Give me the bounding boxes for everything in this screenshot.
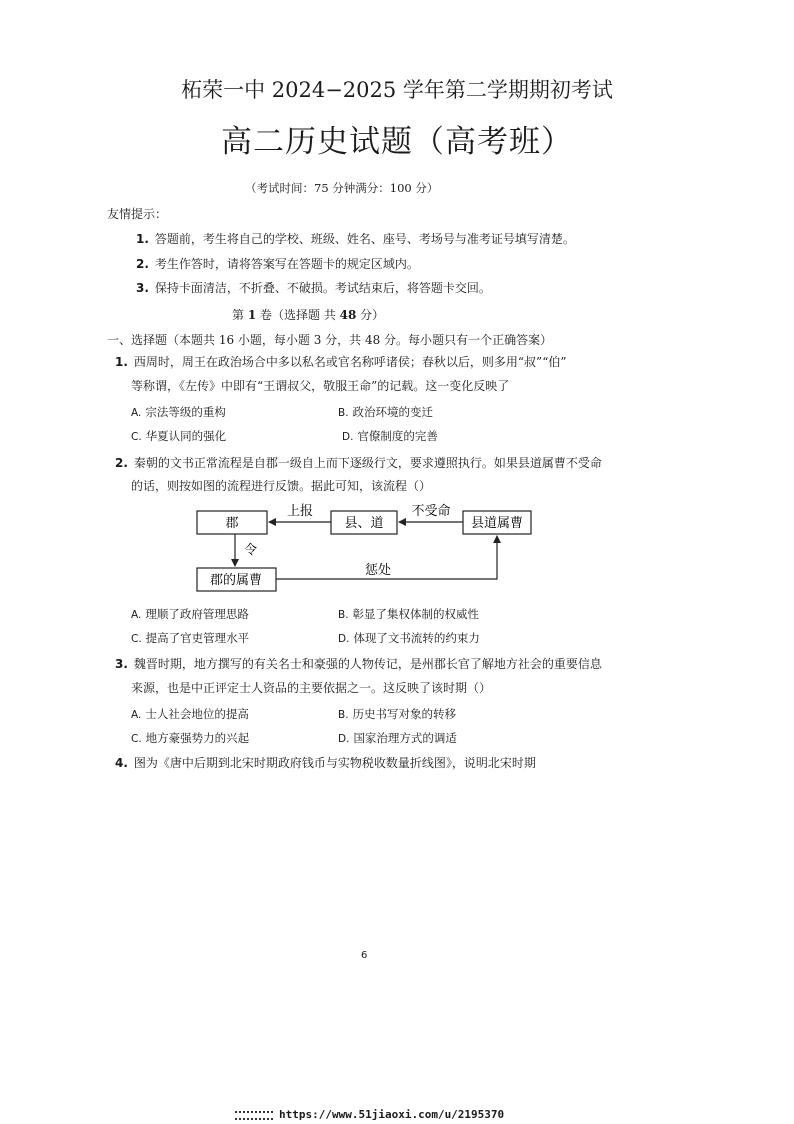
option-c	[131, 428, 226, 444]
option-letter: A.	[131, 609, 142, 621]
label-xiandao: 县、道	[344, 516, 384, 531]
label-chuchu: 惩处	[364, 563, 392, 578]
question-number: 2.	[115, 456, 128, 470]
option-text: 士人社会地位的提高	[145, 707, 249, 721]
option-text: 官僚制度的完善	[357, 429, 438, 443]
tip-number: 1.	[136, 232, 149, 246]
question-number: 1.	[115, 355, 128, 369]
tip-text: 答题前，考生将自己的学校、班级、姓名、座号、考场号与准考证号填写清楚。	[154, 232, 575, 246]
footer-link[interactable]: https://www.51jiaoxi.com/u/2195370	[279, 1108, 505, 1121]
tip-item	[136, 255, 419, 272]
option-b	[338, 404, 433, 420]
volume-heading	[232, 306, 384, 323]
option-letter: C.	[131, 431, 142, 443]
tip-text: 考生作答时，请将答案写在答题卡的规定区域内。	[154, 257, 419, 271]
option-letter: D.	[342, 431, 354, 443]
tip-text: 保持卡面清洁，不折叠、不破损。考试结束后，将答题卡交回。	[154, 281, 491, 295]
tip-number: 2.	[136, 257, 149, 271]
option-letter: B.	[338, 709, 349, 721]
question-number: 4.	[115, 756, 128, 770]
question-text: 西周时，周王在政治场合中多以私名或官名称呼诸侯；春秋以后，则多用“叔”“伯”	[133, 355, 567, 369]
option-text: 提高了官吏管理水平	[145, 631, 250, 645]
option-d	[342, 428, 438, 444]
footer-url[interactable]	[235, 1108, 504, 1121]
option-letter: D.	[338, 633, 350, 645]
question-number: 3.	[115, 657, 128, 671]
page-number: 6	[361, 950, 368, 961]
option-c	[131, 630, 249, 646]
volume-pre: 第	[232, 308, 248, 322]
option-text: 宗法等级的重构	[145, 405, 226, 419]
question-2-line-1	[115, 454, 602, 471]
option-letter: B.	[338, 407, 349, 419]
school-exam-line: 柘荣一中 2024−2025 学年第二学期期初考试	[181, 78, 613, 102]
page-title: 高二历史试题（高考班）	[221, 124, 573, 160]
tip-item	[136, 279, 491, 296]
document-flow-diagram	[188, 496, 538, 600]
tip-item	[136, 230, 575, 247]
option-a	[131, 706, 249, 722]
option-b	[338, 606, 479, 622]
question-text: 图为《唐中后期到北宋时期政府钱币与实物税收数量折线图》，说明北宋时期	[133, 756, 536, 770]
option-text: 华夏认同的强化	[145, 429, 227, 443]
option-text: 国家治理方式的调适	[353, 731, 457, 745]
volume-number: 1	[247, 308, 257, 322]
label-shucao: 县道属曹	[470, 516, 524, 531]
label-junshucao: 郡的属曹	[209, 573, 263, 588]
option-letter: B.	[338, 609, 349, 621]
question-4-line-1	[115, 754, 536, 771]
label-ling: 令	[244, 543, 258, 558]
option-text: 政治环境的变迁	[352, 405, 434, 419]
section-heading: 一、选择题（本题共 16 小题，每小题 3 分，共 48 分。每小题只有一个正确答案）	[107, 333, 553, 347]
question-1-line-2: 等称谓，《左传》中即有“王谓叔父，敬服王命”的记载。这一变化反映了	[131, 379, 510, 393]
option-letter: A.	[131, 407, 142, 419]
volume-post: 分）	[356, 308, 385, 322]
option-text: 历史书写对象的转移	[352, 707, 457, 721]
label-bushouming: 不受命	[411, 504, 451, 519]
question-3-line-1	[115, 655, 602, 672]
option-letter: D.	[338, 733, 350, 745]
tips-heading: 友情提示：	[107, 207, 168, 221]
label-jun: 郡	[225, 516, 239, 531]
label-shangbao: 上报	[286, 504, 314, 519]
question-2-line-2: 的话，则按如图的流程进行反馈。据此可知，该流程（）	[131, 479, 432, 493]
option-a	[131, 606, 249, 622]
tip-number: 3.	[136, 281, 149, 295]
option-text: 体现了文书流转的约束力	[353, 631, 480, 645]
option-d	[338, 730, 457, 746]
option-text: 理顺了政府管理思路	[145, 607, 249, 621]
option-text: 彰显了集权体制的权威性	[352, 607, 480, 621]
option-letter: C.	[131, 733, 142, 745]
question-3-line-2: 来源，也是中正评定士人资品的主要依据之一。这反映了该时期（）	[131, 681, 492, 695]
option-a	[131, 404, 226, 420]
exam-info: （考试时间：75 分钟满分：100 分）	[245, 181, 439, 195]
question-1-line-1	[115, 353, 566, 370]
option-b	[338, 706, 456, 722]
option-d	[338, 630, 480, 646]
question-text: 魏晋时期，地方撰写的有关名士和豪强的人物传记，是州郡长官了解地方社会的重要信息	[133, 657, 602, 671]
footer-marker-icon	[235, 1111, 273, 1120]
option-text: 地方豪强势力的兴起	[145, 731, 250, 745]
volume-score: 48	[339, 308, 357, 322]
option-letter: C.	[131, 633, 142, 645]
volume-mid: 卷（选择题 共	[256, 308, 340, 322]
option-c	[131, 730, 249, 746]
question-text: 秦朝的文书正常流程是自郡一级自上而下逐级行文，要求遵照执行。如果县道属曹不受命	[133, 456, 602, 470]
option-letter: A.	[131, 709, 142, 721]
